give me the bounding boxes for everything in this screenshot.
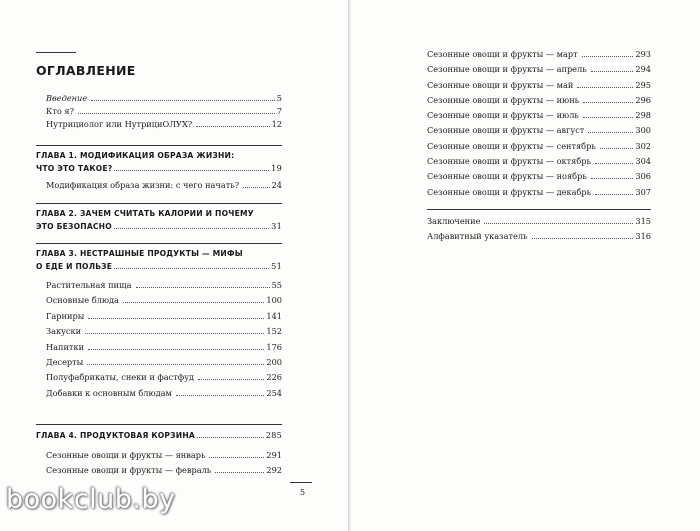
toc-entry[interactable]: Напитки 176 — [46, 341, 282, 352]
toc-entry[interactable]: Полуфабрикаты, снеки и фастфуд 226 — [46, 372, 282, 383]
chapter-divider — [36, 203, 282, 204]
chapter-title[interactable]: ГЛАВА 2. ЗАЧЕМ СЧИТАТЬ КАЛОРИИ И ПОЧЕМУ ЭТО БЕЗОПАСНО 31 — [36, 209, 282, 231]
toc-entry[interactable]: Модификация образа жизни: с чего начать? 24 — [46, 180, 282, 190]
toc-entry[interactable]: Сезонные овощи и фрукты — май 295 — [427, 79, 651, 90]
chapter-divider — [36, 145, 282, 146]
chapter-4 — [36, 424, 282, 478]
chapter-title[interactable]: ГЛАВА 4. ПРОДУКТОВАЯ КОРЗИНА 285 — [36, 430, 282, 440]
chapter-divider — [36, 243, 282, 244]
toc-entry[interactable]: Сезонные овощи и фрукты — декабрь 307 — [427, 186, 651, 197]
toc-entry[interactable]: Десерты 200 — [46, 357, 282, 368]
chapter-3 — [36, 243, 282, 401]
toc-entry[interactable]: Сезонные овощи и фрукты — июнь 296 — [427, 94, 651, 105]
toc-entry[interactable]: Заключение 315 — [427, 216, 651, 226]
left-page — [0, 0, 348, 531]
page-number-rule — [290, 482, 312, 483]
end-matter — [427, 209, 651, 245]
toc-entry[interactable]: Сезонные овощи и фрукты — ноябрь 306 — [427, 171, 651, 182]
toc-entry[interactable]: Алфавитный указатель 316 — [427, 231, 651, 242]
watermark-logo: bookclub.by — [6, 484, 176, 515]
intro-block — [36, 92, 282, 131]
toc-entry[interactable]: Сезонные овощи и фрукты — июль 298 — [427, 110, 651, 121]
toc-entry[interactable]: Сезонные овощи и фрукты — март 293 — [427, 49, 651, 59]
chapter-title[interactable]: ГЛАВА 1. МОДИФИКАЦИЯ ОБРАЗА ЖИЗНИ: ЧТО ЭТО ТАКОЕ? 19 — [36, 151, 282, 173]
toc-entry[interactable]: Закуски 152 — [46, 326, 282, 337]
toc-entry[interactable]: Нутрициолог или НутрициОЛУХ? 12 — [46, 119, 282, 129]
toc-entry[interactable]: Сезонные овощи и фрукты — январь 291 — [46, 450, 282, 460]
toc-entry[interactable]: Растительная пища 55 — [46, 280, 282, 290]
chapter-divider — [36, 424, 282, 425]
toc-entry[interactable]: Сезонные овощи и фрукты — сентябрь 302 — [427, 140, 651, 151]
toc-entry[interactable]: Гарниры 141 — [46, 310, 282, 321]
toc-entry[interactable]: Сезонные овощи и фрукты — апрель 294 — [427, 64, 651, 75]
toc-entry[interactable]: Введение 5 — [46, 93, 282, 103]
chapter-1 — [36, 145, 282, 192]
toc-entry[interactable]: Основные блюда 100 — [46, 295, 282, 306]
toc-entry[interactable]: Сезонные овощи и фрукты — август 300 — [427, 125, 651, 136]
toc-entry[interactable]: Сезонные овощи и фрукты — февраль 292 — [46, 465, 282, 475]
heading-rule — [36, 52, 76, 53]
chapter-2 — [36, 203, 282, 233]
toc-heading: ОГЛАВЛЕНИЕ — [36, 63, 136, 78]
toc-entry[interactable]: Кто я? 7 — [46, 106, 282, 116]
toc-entry[interactable]: Добавки к основным блюдам 254 — [46, 387, 282, 398]
page-number: 5 — [300, 488, 306, 497]
section-divider — [427, 209, 651, 210]
seasonal-list — [427, 47, 651, 200]
toc-entry[interactable]: Сезонные овощи и фрукты — октябрь 304 — [427, 156, 651, 167]
chapter-title[interactable]: ГЛАВА 3. НЕСТРАШНЫЕ ПРОДУКТЫ — МИФЫ О ЕДЕ И ПОЛЬЗЕ 51 — [36, 249, 282, 271]
right-page — [351, 0, 700, 531]
